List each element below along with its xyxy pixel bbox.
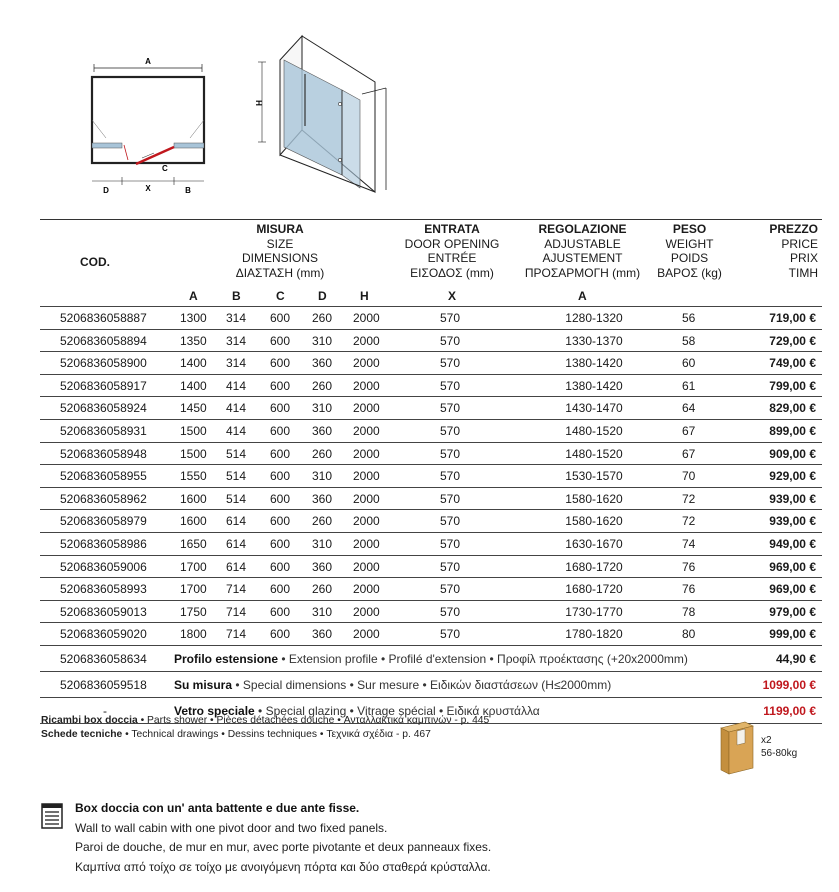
cell-b: 714: [226, 582, 247, 597]
cell-weight: 80: [682, 627, 696, 642]
cell-cod: 5206836058917: [60, 378, 147, 393]
header-misura: MISURA SIZE DIMENSIONS ΔΙΑΣΤΑΣΗ (mm): [235, 222, 325, 280]
cell-c: 600: [270, 333, 291, 348]
product-description: [75, 799, 491, 877]
cell-h: 2000: [353, 514, 380, 529]
cell-h: 2000: [353, 423, 380, 438]
cell-h: 2000: [353, 559, 380, 574]
label-b: B: [185, 186, 191, 195]
cell-price: 829,00 €: [769, 401, 816, 416]
cell-b: 614: [226, 536, 247, 551]
cell-cod: 5206836059020: [60, 627, 147, 642]
cell-c: 600: [270, 536, 291, 551]
cell-a: 1800: [180, 627, 207, 642]
cell-price: 999,00 €: [769, 627, 816, 642]
label-x: X: [145, 184, 151, 193]
table-row: [40, 464, 822, 487]
cell-d: 310: [312, 604, 333, 619]
cell-b: 314: [226, 311, 247, 325]
extra-text: • Special dimensions • Sur mesure • Ειδικών διαστάσεων (H≤2000mm): [232, 677, 612, 692]
description-title: Box doccia con un' anta battente e due ante fisse.: [75, 801, 360, 815]
description-en: Wall to wall cabin with one pivot door and two fixed panels.: [75, 820, 388, 835]
subheader-a: A: [189, 289, 198, 303]
cell-a: 1400: [180, 378, 207, 393]
cell-b: 514: [226, 491, 247, 506]
cell-c: 600: [270, 446, 291, 461]
cell-x: 570: [440, 559, 461, 574]
table-row: [40, 622, 822, 645]
header-regolazione: REGOLAZIONE ADJUSTABLE AJUSTEMENT ΠΡΟΣΑΡΜΟΓΗ (mm): [524, 222, 641, 280]
cell-a: 1700: [180, 559, 207, 574]
cell-c: 600: [270, 401, 291, 416]
table-body: [40, 306, 822, 724]
cell-cod: 5206836059013: [60, 604, 147, 619]
cell-b: 514: [226, 446, 247, 461]
cell-c: 600: [270, 356, 291, 371]
cell-a: 1750: [180, 604, 207, 619]
cell-c: 600: [270, 627, 291, 642]
fixed-panel-right: [174, 143, 204, 148]
header-entrata: ENTRATA DOOR OPENING ENTRÉE ΕΙΣΟΔΟΣ (mm): [404, 222, 500, 280]
cell-price: 749,00 €: [769, 356, 816, 371]
extra-price: 1199,00 €: [763, 703, 816, 718]
extra-row: [40, 671, 822, 697]
document-icon: [41, 803, 63, 829]
extra-price: 44,90 €: [775, 651, 816, 666]
cell-cod: 5206836058924: [60, 401, 147, 416]
cell-d: 360: [312, 356, 333, 371]
cell-d: 260: [312, 311, 333, 325]
cell-h: 2000: [353, 401, 380, 416]
cell-b: 314: [226, 333, 247, 348]
cell-cod: 5206836058955: [60, 469, 147, 484]
cell-a: 1300: [180, 311, 207, 325]
cell-price: 939,00 €: [769, 514, 816, 529]
cell-c: 600: [270, 582, 291, 597]
cell-a: 1600: [180, 491, 207, 506]
cell-a: 1500: [180, 446, 207, 461]
cell-d: 360: [312, 559, 333, 574]
cell-d: 260: [312, 582, 333, 597]
package-info: [761, 735, 797, 760]
cell-weight: 64: [682, 401, 696, 416]
description-gr: Καμπίνα από τοίχο σε τοίχο με ανοιγόμενη πόρτα και δύο σταθερά κρύσταλλα.: [75, 859, 491, 874]
cell-x: 570: [440, 469, 461, 484]
cell-c: 600: [270, 559, 291, 574]
table-row: [40, 396, 822, 419]
extra-text: • Extension profile • Profilé d'extension • Προφίλ προέκτασης (+20x2000mm): [278, 651, 688, 666]
cell-price: 729,00 €: [769, 333, 816, 348]
cell-a: 1550: [180, 469, 207, 484]
cell-h: 2000: [353, 604, 380, 619]
cell-adj: 1480-1520: [565, 446, 623, 461]
subheader-h: H: [360, 289, 369, 303]
cell-b: 314: [226, 356, 247, 371]
cell-adj: 1730-1770: [565, 604, 623, 619]
cell-weight: 78: [682, 604, 696, 619]
cell-b: 614: [226, 514, 247, 529]
table-row: [40, 577, 822, 600]
cell-h: 2000: [353, 627, 380, 642]
cell-b: 414: [226, 401, 247, 416]
table-row: [40, 419, 822, 442]
cell-b: 514: [226, 469, 247, 484]
cell-a: 1600: [180, 514, 207, 529]
cell-adj: 1680-1720: [565, 559, 623, 574]
cell-price: 949,00 €: [769, 536, 816, 551]
cell-adj: 1430-1470: [565, 401, 623, 416]
cell-b: 614: [226, 559, 247, 574]
table-row: [40, 600, 822, 623]
cell-a: 1650: [180, 536, 207, 551]
plan-walls: [92, 77, 204, 163]
cell-adj: 1580-1620: [565, 491, 623, 506]
table-row: [40, 306, 822, 329]
cell-a: 1400: [180, 356, 207, 371]
pivot-door: [136, 147, 174, 164]
cell-price: 909,00 €: [769, 446, 816, 461]
cell-h: 2000: [353, 536, 380, 551]
table-row: [40, 555, 822, 578]
cell-d: 260: [312, 378, 333, 393]
extra-price: 1099,00 €: [762, 677, 816, 692]
plan-diagram: [84, 50, 214, 200]
table-row: [40, 374, 822, 397]
cell-price: 969,00 €: [769, 582, 816, 597]
cell-h: 2000: [353, 582, 380, 597]
header-prezzo: PREZZO PRICE PRIX ΤΙΜΗ: [769, 222, 818, 280]
cell-d: 260: [312, 446, 333, 461]
cell-h: 2000: [353, 378, 380, 393]
cell-d: 260: [312, 514, 333, 529]
cell-cod: 5206836058887: [60, 311, 147, 325]
cell-b: 714: [226, 604, 247, 619]
cell-d: 310: [312, 536, 333, 551]
cell-price: 969,00 €: [769, 559, 816, 574]
cell-d: 360: [312, 491, 333, 506]
cell-c: 600: [270, 491, 291, 506]
cell-h: 2000: [353, 356, 380, 371]
header-peso: PESO WEIGHT POIDS ΒΑΡΟΣ (kg): [657, 222, 722, 280]
cell-adj: 1280-1320: [565, 311, 623, 325]
cell-cod: 5206836058986: [60, 536, 147, 551]
cell-adj: 1480-1520: [565, 423, 623, 438]
cell-d: 360: [312, 423, 333, 438]
cell-weight: 67: [682, 423, 696, 438]
extra-cod: 5206836059518: [60, 677, 147, 692]
cell-h: 2000: [353, 491, 380, 506]
extra-text: • Special glazing • Vitrage spécial • Ειδικά κρυστάλλα: [254, 703, 540, 718]
cell-a: 1500: [180, 423, 207, 438]
cell-b: 414: [226, 423, 247, 438]
table-row: [40, 351, 822, 374]
cell-d: 310: [312, 469, 333, 484]
table-row: [40, 329, 822, 352]
cell-price: 799,00 €: [769, 378, 816, 393]
subheader-c: C: [276, 289, 285, 303]
cell-c: 600: [270, 514, 291, 529]
cell-a: 1700: [180, 582, 207, 597]
extra-description: [174, 678, 611, 692]
cell-adj: 1380-1420: [565, 356, 623, 371]
extra-cod: 5206836058634: [60, 651, 147, 666]
extra-title: Profilo estensione: [174, 651, 279, 666]
cell-cod: 5206836059006: [60, 559, 147, 574]
table-top-rule: [40, 219, 822, 220]
cell-d: 310: [312, 333, 333, 348]
cell-cod: 5206836058993: [60, 582, 147, 597]
subheader-d: D: [318, 289, 327, 303]
cell-x: 570: [440, 514, 461, 529]
cell-weight: 56: [682, 311, 696, 325]
cell-x: 570: [440, 311, 461, 325]
subheader-b: B: [232, 289, 241, 303]
cell-d: 360: [312, 627, 333, 642]
cell-cod: 5206836058894: [60, 333, 147, 348]
cell-price: 939,00 €: [769, 491, 816, 506]
subheader-adj: A: [578, 289, 587, 303]
cell-h: 2000: [353, 311, 380, 325]
label-d: D: [103, 186, 109, 195]
cell-adj: 1330-1370: [565, 333, 623, 348]
cell-c: 600: [270, 378, 291, 393]
cell-weight: 76: [682, 559, 696, 574]
cell-x: 570: [440, 378, 461, 393]
cell-cod: 5206836058900: [60, 356, 147, 371]
cell-x: 570: [440, 423, 461, 438]
package-quantity: x2: [761, 735, 772, 746]
cell-weight: 72: [682, 491, 696, 506]
extra-description: [174, 652, 688, 666]
cell-h: 2000: [353, 469, 380, 484]
cell-a: 1450: [180, 401, 207, 416]
cell-x: 570: [440, 536, 461, 551]
cell-weight: 70: [682, 469, 696, 484]
cell-x: 570: [440, 333, 461, 348]
header-cod: COD.: [80, 255, 110, 269]
cell-x: 570: [440, 604, 461, 619]
note-parts: Ricambi box doccia • Parts shower • Pièces détachées douche • Ανταλλακτικά καμπινών - p. 445: [41, 715, 490, 726]
extra-row: [40, 645, 822, 671]
cell-c: 600: [270, 311, 291, 325]
label-h: H: [255, 100, 264, 106]
cell-x: 570: [440, 582, 461, 597]
cell-weight: 67: [682, 446, 696, 461]
cell-adj: 1630-1670: [565, 536, 623, 551]
extra-cod: -: [103, 703, 107, 718]
cell-adj: 1580-1620: [565, 514, 623, 529]
cell-price: 979,00 €: [769, 604, 816, 619]
cell-h: 2000: [353, 446, 380, 461]
cell-cod: 5206836058948: [60, 446, 147, 461]
cell-x: 570: [440, 446, 461, 461]
cell-cod: 5206836058931: [60, 423, 147, 438]
fixed-panel-left: [92, 143, 122, 148]
label-a: A: [145, 57, 151, 66]
cell-weight: 76: [682, 582, 696, 597]
cell-x: 570: [440, 401, 461, 416]
cell-weight: 61: [682, 378, 696, 393]
cell-price: 899,00 €: [769, 423, 816, 438]
cell-b: 714: [226, 627, 247, 642]
cell-weight: 72: [682, 514, 696, 529]
subheader-x: X: [448, 289, 457, 303]
cell-price: 719,00 €: [769, 311, 816, 325]
cell-weight: 60: [682, 356, 696, 371]
cell-c: 600: [270, 423, 291, 438]
cell-b: 414: [226, 378, 247, 393]
table-row: [40, 532, 822, 555]
table-row: [40, 442, 822, 465]
cell-c: 600: [270, 604, 291, 619]
notes: [41, 714, 489, 741]
cell-c: 600: [270, 469, 291, 484]
extra-title: Vetro speciale: [174, 703, 255, 718]
cell-cod: 5206836058979: [60, 514, 147, 529]
cell-weight: 74: [682, 536, 696, 551]
cell-x: 570: [440, 356, 461, 371]
cell-adj: 1530-1570: [565, 469, 623, 484]
note-technical: Schede tecniche • Technical drawings • Dessins techniques • Τεχνικά σχέδια - p. 467: [41, 728, 431, 740]
cell-cod: 5206836058962: [60, 491, 147, 506]
cell-weight: 58: [682, 333, 696, 348]
description-fr: Paroi de douche, de mur en mur, avec porte pivotante et deux panneaux fixes.: [75, 840, 492, 854]
extra-title: Su misura: [174, 677, 233, 692]
cell-h: 2000: [353, 333, 380, 348]
cell-adj: 1380-1420: [565, 378, 623, 393]
cell-adj: 1780-1820: [565, 627, 623, 642]
cell-adj: 1680-1720: [565, 582, 623, 597]
cell-a: 1350: [180, 333, 207, 348]
perspective-diagram: [250, 30, 390, 195]
cell-x: 570: [440, 491, 461, 506]
table-row: [40, 509, 822, 532]
package-weight: 56-80kg: [761, 747, 798, 759]
label-c: C: [162, 164, 168, 173]
cell-price: 929,00 €: [769, 469, 816, 484]
cell-x: 570: [440, 627, 461, 642]
table-row: [40, 487, 822, 510]
cell-d: 310: [312, 401, 333, 416]
package-box-icon: [717, 718, 757, 776]
